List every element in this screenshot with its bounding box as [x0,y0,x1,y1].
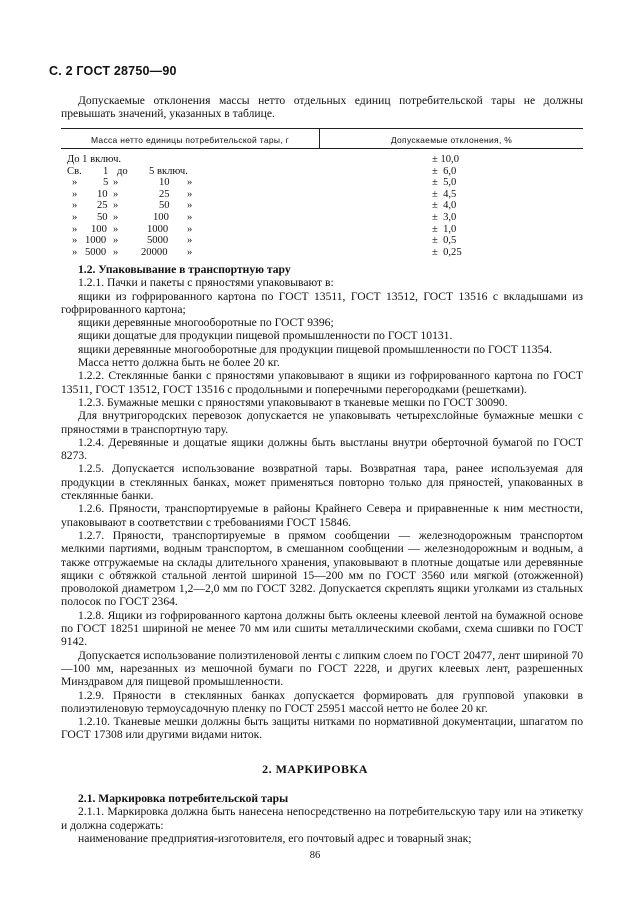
page-header: С. 2 ГОСТ 28750—90 [49,64,177,78]
mass-cell: » [113,188,119,200]
mass-cell: 10 [97,188,108,200]
mass-cell: » [72,223,78,235]
mass-cell: 20000 [141,246,168,258]
deviation-cell: ± 5,0 [432,177,457,189]
mass-cell: » [113,246,119,258]
mass-cell: 100 [91,223,107,235]
deviation-cell: ± 4,0 [432,200,457,212]
section-2-title: 2. МАРКИРОВКА [262,762,368,776]
mass-cell: 5 включ. [149,165,188,177]
table-top-rule [61,128,583,129]
table-header-mass: Масса нетто единицы потребительской тары, г [90,135,290,145]
mass-cell: 5000 [147,235,169,247]
mass-cell: 1000 [85,235,107,247]
deviation-cell: ± 1,0 [432,223,457,235]
mass-cell: 1000 [147,223,169,235]
mass-cell: » [113,200,119,212]
section-1-2: 1.2. Упаковывание в транспортную тару 1.2.1. Пачки и пакеты с пряностями упаковывают в: ящики из гофрированного картона по ГОСТ 13511, ГОСТ 13512, ГОСТ 13516 с вкладышами из гофрированного картона; ящики деревянные многооборотные по ГОСТ 9396; ящики дощатые для продукции пищевой промышленности по ГОСТ 10131. ящики деревянные многооборотные для продукции пищевой промышленности по ГОСТ 11354. Масса нетто должна быть не более 20 кг. 1.2.2. Стеклянные банки с пряностями упаковывают в ящики из гофрированного картона по ГОСТ 13511, ГОСТ 13512, ГОСТ 13516 с продольными и поперечными перегородками (решетками). 1.2.3. Бумажные мешки с пряностями упаковывают в тканевые мешки по ГОСТ 30090. Для внутригородских перевозок допускается не упаковывать четырехслойные бумажные мешки с пряностями в транспортную тару. 1.2.4. Деревянные и дощатые ящики должны быть выстланы внутри оберточной бумагой по ГОСТ 8273. 1.2.5. Допускается использование возвратной тары. Возвратная тара, ранее используемая для продукции в стеклянных банках, может применяться повторно только для пряностей, упакованных в стеклянные банки. 1.2.6. Пряности, транспортируемые в районы Крайнего Севера и приравненные к ним местности, упаковывают в соответствии с требованиями ГОСТ 15846. 1.2.7. Пряности, транспортируемые в прямом сообщении — железнодорожным транспортом мелкими партиями, водным транспортом, в смешанном сообщении — железнодорожным и водным, а также отгружаемые на склады длительного хранения, упаковывают в плотные дощатые или деревянные ящики с обтяжкой стальной лентой шириной 15—200 мм по ГОСТ 3560 или мягкой (отожженной) проволокой диаметром 1,2—2,0 мм по ГОСТ 3282. Допускается скреплять ящики уголками из стальных полосок по ГОСТ 2364. 1.2.8. Ящики из гофрированного картона должны быть оклеены клеевой лентой на бумажной основе по ГОСТ 18251 шириной не менее 70 мм или сшиты металлическими скобами, схема сшивки по ГОСТ 9142. Допускается использование полиэтиленовой ленты с липким слоем по ГОСТ 20477, лент шириной 70—100 мм, нарезанных из мешочной бумаги по ГОСТ 2228, и других клеевых лент, разрешенных Минздравом для пищевой промышленности. 1.2.9. Пряности в стеклянных банках допускается формировать для групповой упаковки в полиэтиленовую термоусадочную пленку по ГОСТ 25951 массой нетто не более 20 кг. 1.2.10. Тканевые мешки должны быть защиты нитками по нормативной документации, шпагатом по ГОСТ 17308 или другими видами ниток. [61,263,583,742]
mass-cell: » [187,212,193,223]
mass-cell: » [72,188,78,200]
mass-cell: » [72,246,78,258]
table-header-deviation: Допускаемые отклонения, % [390,135,513,145]
mass-cell: » [113,212,119,223]
section-2-1: 2.1. Маркировка потребительской тары 2.1.1. Маркировка должна быть нанесена непосредственно на потребительскую тару или на этикетку и должна содержать: наименование предприятия-изготовителя, его почтовый адрес и товарный знак; [61,792,583,845]
intro-paragraph: Допускаемые отклонения массы нетто отдельных единиц потребительской тары не должны превышать значений, указанных в таблице. [61,94,583,121]
deviation-cell: ± 0,5 [432,235,457,247]
page-number: 86 [309,850,321,861]
mass-cell: » [72,235,78,247]
mass-cell: » [72,212,78,223]
mass-cell: » [187,223,193,235]
mass-cell: 100 [153,212,169,223]
section-heading: 1.2. Упаковывание в транспортную тару [78,263,291,276]
deviation-cell: ± 6,0 [432,165,457,177]
mass-cell: » [187,246,193,258]
mass-cell: » [113,223,119,235]
mass-cell: 5000 [85,246,107,258]
mass-cell: 5 [103,177,109,189]
mass-cell: 50 [159,200,170,212]
mass-cell: » [187,177,193,189]
mass-cell: » [72,200,78,212]
mass-cell: » [187,235,193,247]
mass-cell: » [187,200,193,212]
mass-cell: » [187,188,193,200]
mass-cell: » [72,177,78,189]
subsection-heading: 2.1. Маркировка потребительской тары [78,792,289,805]
mass-cell: 50 [97,212,108,223]
table-header-rule [61,148,583,149]
mass-cell: до [117,165,128,177]
deviation-cell: ± 3,0 [432,212,457,223]
deviation-cell: ± 4,5 [432,188,457,200]
deviation-cell: ± 10,0 [432,154,460,165]
mass-cell: 25 [97,200,108,212]
mass-cell: 10 [159,177,170,189]
mass-cell: До 1 включ. [67,154,122,165]
mass-cell: 1 [103,165,109,177]
deviation-cell: ± 0,25 [432,246,462,258]
mass-cell: » [113,177,119,189]
mass-cell: 25 [159,188,170,200]
mass-cell: » [113,235,119,247]
mass-cell: Св. [67,165,82,177]
